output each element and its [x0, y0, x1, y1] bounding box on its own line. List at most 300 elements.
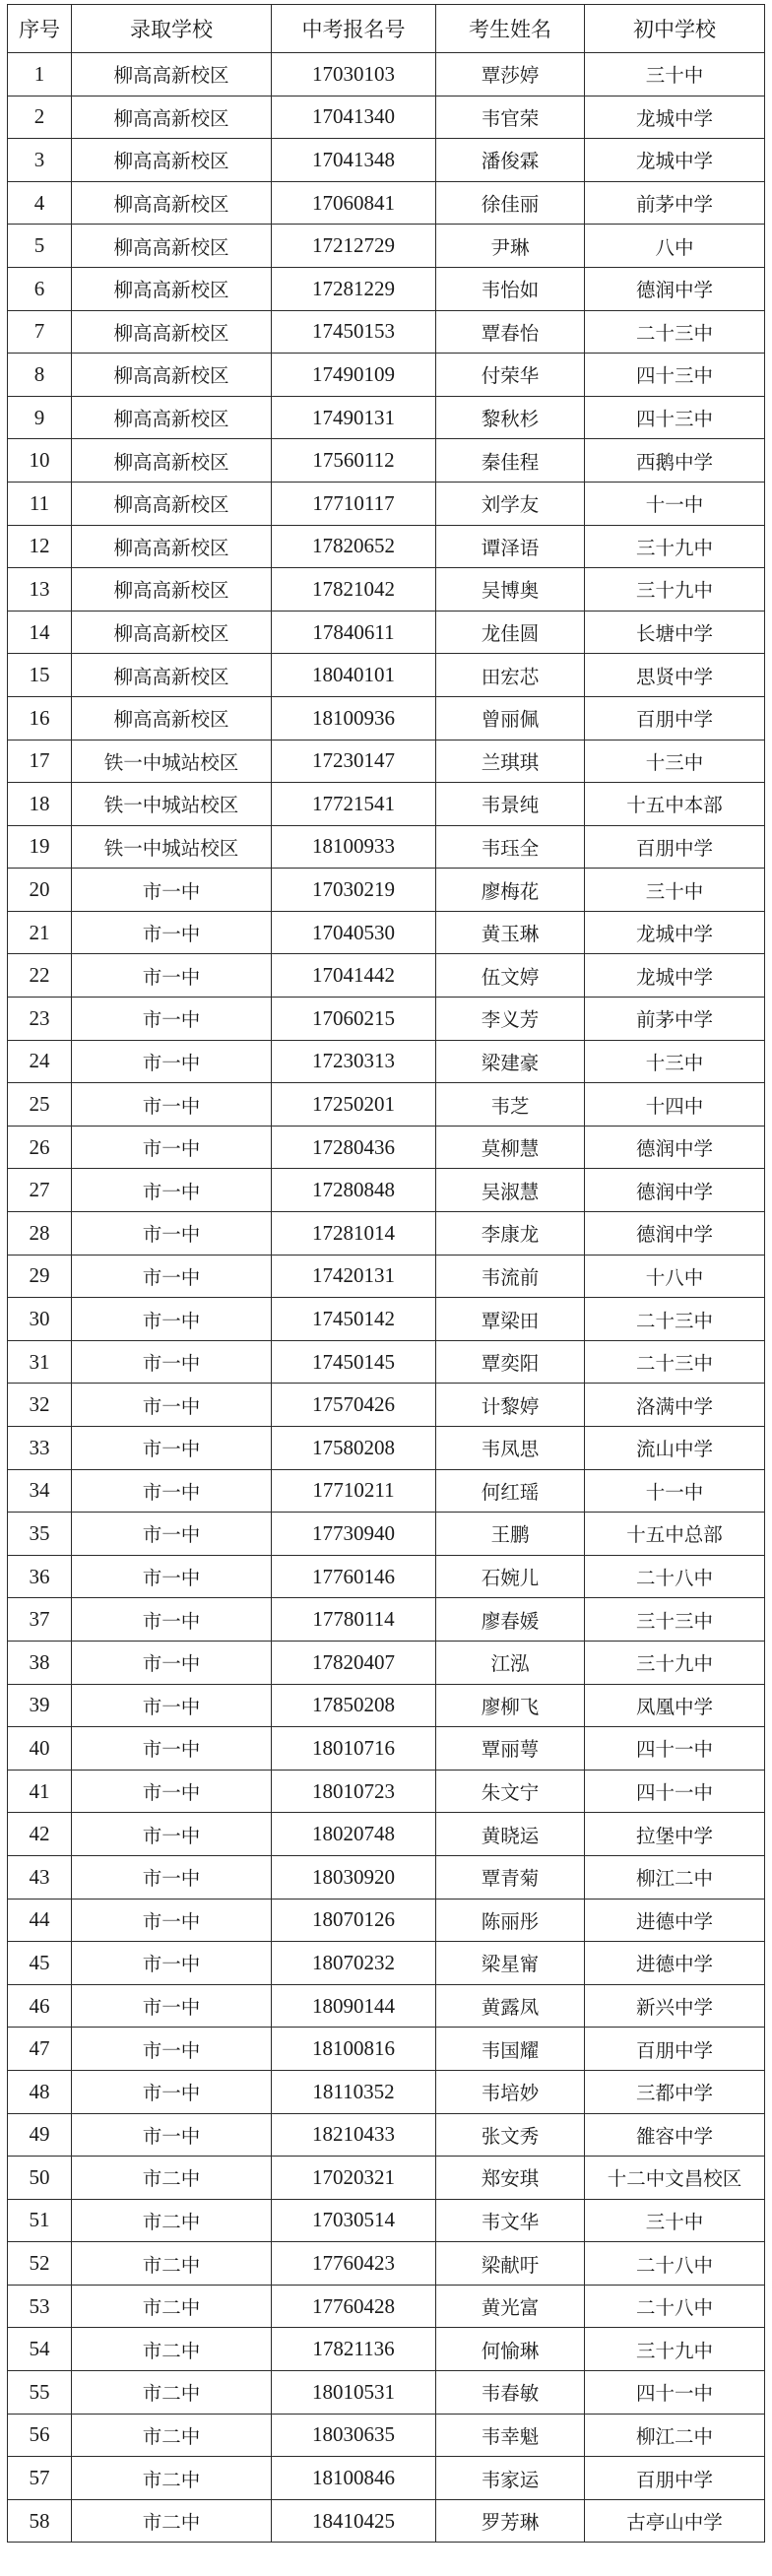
- cell-middle-school: 德润中学: [585, 1212, 765, 1256]
- cell-index: 47: [8, 2028, 72, 2071]
- cell-exam-number: 18010723: [272, 1770, 436, 1813]
- cell-index: 4: [8, 181, 72, 225]
- cell-exam-number: 17040530: [272, 911, 436, 954]
- cell-middle-school: 柳江二中: [585, 2414, 765, 2457]
- cell-exam-number: 17020321: [272, 2157, 436, 2200]
- cell-exam-number: 17280848: [272, 1169, 436, 1212]
- cell-middle-school: 二十三中: [585, 1298, 765, 1341]
- header-index: 序号: [8, 5, 72, 53]
- cell-middle-school: 长塘中学: [585, 611, 765, 654]
- cell-admitted-school: 市一中: [72, 1899, 272, 1942]
- cell-middle-school: 十二中文昌校区: [585, 2157, 765, 2200]
- cell-admitted-school: 市一中: [72, 1684, 272, 1727]
- cell-middle-school: 八中: [585, 225, 765, 268]
- cell-student-name: 覃丽萼: [436, 1727, 585, 1771]
- cell-student-name: 罗芳琳: [436, 2499, 585, 2543]
- cell-exam-number: 17280436: [272, 1126, 436, 1169]
- cell-index: 35: [8, 1513, 72, 1556]
- cell-student-name: 黄玉琳: [436, 911, 585, 954]
- cell-index: 27: [8, 1169, 72, 1212]
- cell-admitted-school: 市一中: [72, 869, 272, 912]
- cell-student-name: 韦国耀: [436, 2028, 585, 2071]
- cell-exam-number: 17780114: [272, 1598, 436, 1642]
- cell-index: 37: [8, 1598, 72, 1642]
- cell-middle-school: 德润中学: [585, 267, 765, 310]
- header-exam-number: 中考报名号: [272, 5, 436, 53]
- cell-exam-number: 17730940: [272, 1513, 436, 1556]
- cell-student-name: 郑安琪: [436, 2157, 585, 2200]
- cell-index: 17: [8, 740, 72, 783]
- cell-index: 10: [8, 439, 72, 483]
- cell-student-name: 覃春怡: [436, 310, 585, 354]
- cell-student-name: 田宏芯: [436, 654, 585, 697]
- cell-admitted-school: 市一中: [72, 1513, 272, 1556]
- header-student-name: 考生姓名: [436, 5, 585, 53]
- cell-admitted-school: 市二中: [72, 2328, 272, 2371]
- cell-index: 24: [8, 1040, 72, 1083]
- cell-exam-number: 18020748: [272, 1813, 436, 1856]
- cell-student-name: 刘学友: [436, 482, 585, 525]
- cell-middle-school: 凤凰中学: [585, 1684, 765, 1727]
- cell-index: 21: [8, 911, 72, 954]
- cell-student-name: 莫柳慧: [436, 1126, 585, 1169]
- cell-admitted-school: 市一中: [72, 2113, 272, 2157]
- cell-admitted-school: 柳高高新校区: [72, 439, 272, 483]
- table-row: [8, 2157, 765, 2200]
- cell-exam-number: 17060841: [272, 181, 436, 225]
- table-row: [8, 611, 765, 654]
- cell-admitted-school: 铁一中城站校区: [72, 783, 272, 826]
- cell-middle-school: 十三中: [585, 1040, 765, 1083]
- cell-admitted-school: 市一中: [72, 911, 272, 954]
- cell-exam-number: 17580208: [272, 1427, 436, 1470]
- table-row: [8, 482, 765, 525]
- cell-admitted-school: 柳高高新校区: [72, 696, 272, 740]
- cell-student-name: 何愉琳: [436, 2328, 585, 2371]
- cell-exam-number: 17030103: [272, 53, 436, 97]
- cell-middle-school: 流山中学: [585, 1427, 765, 1470]
- cell-index: 41: [8, 1770, 72, 1813]
- cell-exam-number: 17230313: [272, 1040, 436, 1083]
- header-row: [8, 5, 765, 53]
- cell-index: 40: [8, 1727, 72, 1771]
- cell-student-name: 韦芝: [436, 1083, 585, 1127]
- cell-index: 19: [8, 825, 72, 869]
- cell-middle-school: 三十三中: [585, 1598, 765, 1642]
- cell-admitted-school: 市一中: [72, 1942, 272, 1985]
- cell-exam-number: 17490109: [272, 354, 436, 397]
- cell-index: 20: [8, 869, 72, 912]
- cell-student-name: 韦珏全: [436, 825, 585, 869]
- cell-student-name: 韦官荣: [436, 96, 585, 139]
- table-row: [8, 2328, 765, 2371]
- cell-exam-number: 17721541: [272, 783, 436, 826]
- cell-exam-number: 18100846: [272, 2457, 436, 2500]
- table-row: [8, 354, 765, 397]
- cell-admitted-school: 柳高高新校区: [72, 267, 272, 310]
- cell-admitted-school: 柳高高新校区: [72, 181, 272, 225]
- cell-admitted-school: 市一中: [72, 1169, 272, 1212]
- cell-index: 54: [8, 2328, 72, 2371]
- cell-student-name: 兰琪琪: [436, 740, 585, 783]
- cell-student-name: 付荣华: [436, 354, 585, 397]
- cell-student-name: 梁星甯: [436, 1942, 585, 1985]
- table-row: [8, 2070, 765, 2113]
- cell-student-name: 韦文华: [436, 2199, 585, 2242]
- cell-student-name: 梁建豪: [436, 1040, 585, 1083]
- cell-admitted-school: 市二中: [72, 2371, 272, 2415]
- cell-student-name: 徐佳丽: [436, 181, 585, 225]
- cell-index: 32: [8, 1384, 72, 1427]
- header-middle-school: 初中学校: [585, 5, 765, 53]
- table-row: [8, 2028, 765, 2071]
- cell-admitted-school: 市一中: [72, 1040, 272, 1083]
- cell-admitted-school: 市一中: [72, 1340, 272, 1384]
- cell-exam-number: 17041442: [272, 954, 436, 998]
- table-row: [8, 783, 765, 826]
- table-row: [8, 1641, 765, 1684]
- cell-exam-number: 17450142: [272, 1298, 436, 1341]
- table-row: [8, 1942, 765, 1985]
- cell-middle-school: 西鹅中学: [585, 439, 765, 483]
- cell-student-name: 廖春媛: [436, 1598, 585, 1642]
- cell-middle-school: 洛满中学: [585, 1384, 765, 1427]
- table-row: [8, 1813, 765, 1856]
- cell-middle-school: 百朋中学: [585, 2028, 765, 2071]
- cell-index: 45: [8, 1942, 72, 1985]
- cell-middle-school: 百朋中学: [585, 825, 765, 869]
- cell-middle-school: 十五中总部: [585, 1513, 765, 1556]
- cell-exam-number: 17760428: [272, 2285, 436, 2328]
- cell-index: 1: [8, 53, 72, 97]
- cell-exam-number: 18010531: [272, 2371, 436, 2415]
- cell-student-name: 伍文婷: [436, 954, 585, 998]
- table-row: [8, 525, 765, 568]
- cell-student-name: 王鹏: [436, 1513, 585, 1556]
- cell-student-name: 陈丽彤: [436, 1899, 585, 1942]
- cell-middle-school: 百朋中学: [585, 2457, 765, 2500]
- table-row: [8, 1340, 765, 1384]
- cell-index: 50: [8, 2157, 72, 2200]
- cell-admitted-school: 柳高高新校区: [72, 611, 272, 654]
- cell-index: 57: [8, 2457, 72, 2500]
- cell-exam-number: 17230147: [272, 740, 436, 783]
- table-row: [8, 1555, 765, 1598]
- cell-exam-number: 17821042: [272, 568, 436, 612]
- cell-exam-number: 17821136: [272, 2328, 436, 2371]
- cell-exam-number: 18070126: [272, 1899, 436, 1942]
- cell-exam-number: 18100936: [272, 696, 436, 740]
- table-header: [8, 5, 765, 53]
- table-row: [8, 1427, 765, 1470]
- table-row: [8, 1513, 765, 1556]
- cell-student-name: 计黎婷: [436, 1384, 585, 1427]
- cell-exam-number: 17281229: [272, 267, 436, 310]
- cell-exam-number: 18030920: [272, 1855, 436, 1899]
- cell-admitted-school: 市二中: [72, 2499, 272, 2543]
- table-row: [8, 1212, 765, 1256]
- cell-exam-number: 17850208: [272, 1684, 436, 1727]
- cell-exam-number: 17820407: [272, 1641, 436, 1684]
- cell-index: 23: [8, 998, 72, 1041]
- cell-student-name: 尹琳: [436, 225, 585, 268]
- table-row: [8, 2499, 765, 2543]
- cell-index: 38: [8, 1641, 72, 1684]
- cell-admitted-school: 市一中: [72, 1598, 272, 1642]
- cell-middle-school: 十八中: [585, 1255, 765, 1298]
- cell-admitted-school: 柳高高新校区: [72, 354, 272, 397]
- cell-admitted-school: 市二中: [72, 2242, 272, 2286]
- cell-middle-school: 柳江二中: [585, 1855, 765, 1899]
- cell-exam-number: 17710211: [272, 1469, 436, 1513]
- cell-index: 58: [8, 2499, 72, 2543]
- cell-student-name: 韦怡如: [436, 267, 585, 310]
- table-row: [8, 1770, 765, 1813]
- table-row: [8, 1126, 765, 1169]
- cell-exam-number: 17060215: [272, 998, 436, 1041]
- table-row: [8, 139, 765, 182]
- cell-index: 56: [8, 2414, 72, 2457]
- table-row: [8, 998, 765, 1041]
- cell-exam-number: 18100816: [272, 2028, 436, 2071]
- cell-admitted-school: 市二中: [72, 2199, 272, 2242]
- cell-admitted-school: 铁一中城站校区: [72, 825, 272, 869]
- cell-exam-number: 18210433: [272, 2113, 436, 2157]
- cell-student-name: 韦家运: [436, 2457, 585, 2500]
- cell-index: 26: [8, 1126, 72, 1169]
- cell-admitted-school: 柳高高新校区: [72, 396, 272, 439]
- cell-student-name: 吴淑慧: [436, 1169, 585, 1212]
- cell-admitted-school: 柳高高新校区: [72, 568, 272, 612]
- cell-middle-school: 雒容中学: [585, 2113, 765, 2157]
- cell-index: 29: [8, 1255, 72, 1298]
- cell-index: 36: [8, 1555, 72, 1598]
- cell-exam-number: 17041340: [272, 96, 436, 139]
- cell-admitted-school: 市一中: [72, 1469, 272, 1513]
- cell-index: 33: [8, 1427, 72, 1470]
- table-row: [8, 740, 765, 783]
- cell-admitted-school: 铁一中城站校区: [72, 740, 272, 783]
- cell-admitted-school: 市一中: [72, 1255, 272, 1298]
- table-row: [8, 1298, 765, 1341]
- cell-student-name: 韦景纯: [436, 783, 585, 826]
- table-row: [8, 1855, 765, 1899]
- cell-admitted-school: 市一中: [72, 1727, 272, 1771]
- cell-index: 39: [8, 1684, 72, 1727]
- cell-middle-school: 四十一中: [585, 2371, 765, 2415]
- cell-index: 51: [8, 2199, 72, 2242]
- cell-admitted-school: 柳高高新校区: [72, 310, 272, 354]
- cell-index: 43: [8, 1855, 72, 1899]
- cell-student-name: 覃青菊: [436, 1855, 585, 1899]
- table-row: [8, 1040, 765, 1083]
- cell-middle-school: 三十九中: [585, 2328, 765, 2371]
- cell-exam-number: 18030635: [272, 2414, 436, 2457]
- cell-admitted-school: 市一中: [72, 1126, 272, 1169]
- cell-index: 52: [8, 2242, 72, 2286]
- cell-middle-school: 十三中: [585, 740, 765, 783]
- cell-index: 42: [8, 1813, 72, 1856]
- cell-student-name: 石婉儿: [436, 1555, 585, 1598]
- cell-middle-school: 三都中学: [585, 2070, 765, 2113]
- cell-student-name: 覃莎婷: [436, 53, 585, 97]
- table-body: [8, 53, 765, 2543]
- cell-student-name: 李康龙: [436, 1212, 585, 1256]
- cell-exam-number: 18070232: [272, 1942, 436, 1985]
- cell-student-name: 何红瑶: [436, 1469, 585, 1513]
- table-row: [8, 2242, 765, 2286]
- cell-student-name: 潘俊霖: [436, 139, 585, 182]
- table-row: [8, 825, 765, 869]
- cell-index: 2: [8, 96, 72, 139]
- cell-admitted-school: 市一中: [72, 1384, 272, 1427]
- cell-index: 48: [8, 2070, 72, 2113]
- cell-middle-school: 三十中: [585, 869, 765, 912]
- admission-table: [7, 4, 765, 2543]
- table-row: [8, 1469, 765, 1513]
- table-row: [8, 2371, 765, 2415]
- cell-middle-school: 二十八中: [585, 1555, 765, 1598]
- cell-middle-school: 思贤中学: [585, 654, 765, 697]
- table-row: [8, 2285, 765, 2328]
- cell-admitted-school: 市一中: [72, 1641, 272, 1684]
- cell-admitted-school: 柳高高新校区: [72, 225, 272, 268]
- table-row: [8, 1727, 765, 1771]
- cell-student-name: 吴博奥: [436, 568, 585, 612]
- table-row: [8, 1255, 765, 1298]
- cell-exam-number: 17760146: [272, 1555, 436, 1598]
- cell-exam-number: 17760423: [272, 2242, 436, 2286]
- cell-exam-number: 17030514: [272, 2199, 436, 2242]
- cell-admitted-school: 柳高高新校区: [72, 53, 272, 97]
- cell-index: 5: [8, 225, 72, 268]
- cell-exam-number: 17450153: [272, 310, 436, 354]
- cell-student-name: 覃奕阳: [436, 1340, 585, 1384]
- cell-index: 15: [8, 654, 72, 697]
- cell-index: 18: [8, 783, 72, 826]
- cell-exam-number: 17820652: [272, 525, 436, 568]
- cell-middle-school: 前茅中学: [585, 181, 765, 225]
- cell-middle-school: 龙城中学: [585, 911, 765, 954]
- cell-student-name: 韦凤思: [436, 1427, 585, 1470]
- table-row: [8, 911, 765, 954]
- cell-index: 7: [8, 310, 72, 354]
- cell-exam-number: 18110352: [272, 2070, 436, 2113]
- cell-index: 34: [8, 1469, 72, 1513]
- cell-exam-number: 18100933: [272, 825, 436, 869]
- cell-middle-school: 龙城中学: [585, 96, 765, 139]
- cell-exam-number: 17570426: [272, 1384, 436, 1427]
- cell-exam-number: 17840611: [272, 611, 436, 654]
- table-row: [8, 2113, 765, 2157]
- table-row: [8, 568, 765, 612]
- cell-exam-number: 18090144: [272, 1984, 436, 2028]
- cell-student-name: 曾丽佩: [436, 696, 585, 740]
- table-row: [8, 696, 765, 740]
- table-row: [8, 439, 765, 483]
- cell-index: 16: [8, 696, 72, 740]
- cell-exam-number: 18010716: [272, 1727, 436, 1771]
- cell-admitted-school: 市二中: [72, 2457, 272, 2500]
- table-row: [8, 1984, 765, 2028]
- cell-middle-school: 十一中: [585, 482, 765, 525]
- table-row: [8, 267, 765, 310]
- cell-student-name: 谭泽语: [436, 525, 585, 568]
- cell-student-name: 秦佳程: [436, 439, 585, 483]
- cell-student-name: 覃梁田: [436, 1298, 585, 1341]
- cell-middle-school: 新兴中学: [585, 1984, 765, 2028]
- cell-middle-school: 德润中学: [585, 1126, 765, 1169]
- cell-exam-number: 17030219: [272, 869, 436, 912]
- cell-exam-number: 17710117: [272, 482, 436, 525]
- cell-student-name: 黄光富: [436, 2285, 585, 2328]
- cell-student-name: 黄露凤: [436, 1984, 585, 2028]
- cell-index: 3: [8, 139, 72, 182]
- table-row: [8, 181, 765, 225]
- table-row: [8, 1598, 765, 1642]
- cell-admitted-school: 市一中: [72, 1855, 272, 1899]
- cell-exam-number: 18410425: [272, 2499, 436, 2543]
- cell-middle-school: 进德中学: [585, 1942, 765, 1985]
- cell-student-name: 韦幸魁: [436, 2414, 585, 2457]
- cell-middle-school: 二十三中: [585, 1340, 765, 1384]
- cell-exam-number: 17281014: [272, 1212, 436, 1256]
- cell-admitted-school: 市二中: [72, 2285, 272, 2328]
- cell-middle-school: 三十九中: [585, 1641, 765, 1684]
- admission-list: [7, 4, 764, 2543]
- cell-middle-school: 古亭山中学: [585, 2499, 765, 2543]
- cell-index: 30: [8, 1298, 72, 1341]
- cell-middle-school: 龙城中学: [585, 954, 765, 998]
- cell-index: 44: [8, 1899, 72, 1942]
- cell-exam-number: 17250201: [272, 1083, 436, 1127]
- table-row: [8, 1384, 765, 1427]
- cell-index: 11: [8, 482, 72, 525]
- table-row: [8, 96, 765, 139]
- cell-student-name: 李义芳: [436, 998, 585, 1041]
- table-row: [8, 396, 765, 439]
- cell-middle-school: 拉堡中学: [585, 1813, 765, 1856]
- cell-student-name: 韦流前: [436, 1255, 585, 1298]
- cell-student-name: 黄晓运: [436, 1813, 585, 1856]
- header-admitted-school: 录取学校: [72, 5, 272, 53]
- cell-admitted-school: 市一中: [72, 1555, 272, 1598]
- cell-middle-school: 三十九中: [585, 568, 765, 612]
- table-row: [8, 869, 765, 912]
- cell-exam-number: 17560112: [272, 439, 436, 483]
- cell-exam-number: 17212729: [272, 225, 436, 268]
- cell-index: 49: [8, 2113, 72, 2157]
- table-row: [8, 310, 765, 354]
- table-row: [8, 53, 765, 97]
- cell-student-name: 廖梅花: [436, 869, 585, 912]
- cell-student-name: 梁献吁: [436, 2242, 585, 2286]
- cell-index: 22: [8, 954, 72, 998]
- cell-middle-school: 十一中: [585, 1469, 765, 1513]
- table-row: [8, 1083, 765, 1127]
- cell-middle-school: 四十一中: [585, 1770, 765, 1813]
- table-row: [8, 1169, 765, 1212]
- cell-admitted-school: 市一中: [72, 954, 272, 998]
- cell-admitted-school: 市一中: [72, 1212, 272, 1256]
- cell-index: 46: [8, 1984, 72, 2028]
- cell-middle-school: 前茅中学: [585, 998, 765, 1041]
- cell-admitted-school: 市一中: [72, 2070, 272, 2113]
- table-row: [8, 1684, 765, 1727]
- cell-student-name: 廖柳飞: [436, 1684, 585, 1727]
- cell-middle-school: 四十一中: [585, 1727, 765, 1771]
- cell-student-name: 韦春敏: [436, 2371, 585, 2415]
